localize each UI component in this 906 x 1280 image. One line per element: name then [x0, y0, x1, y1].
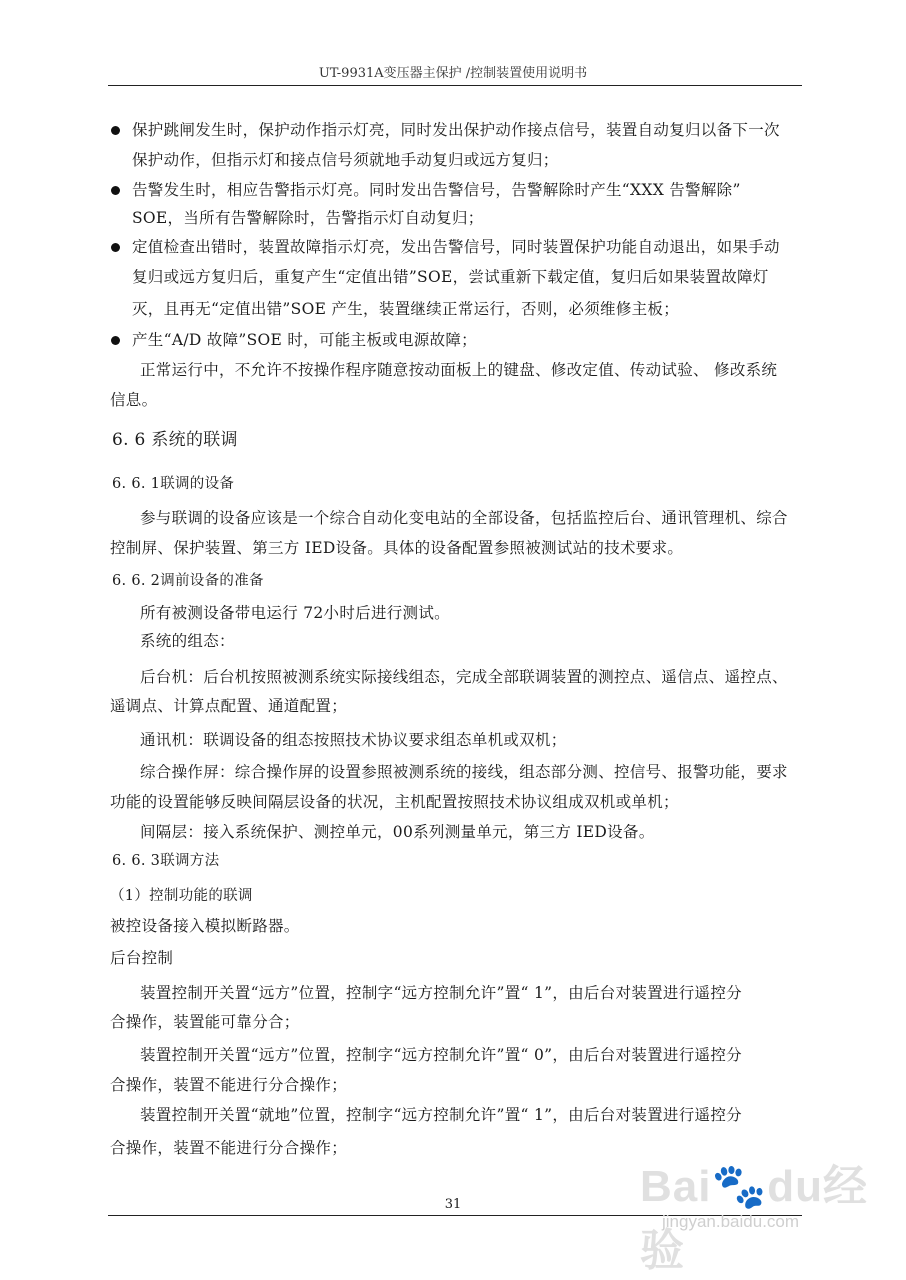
- paragraph-662b: 系统的组态：: [140, 632, 235, 650]
- paragraph-661-line-1: 参与联调的设备应该是一个综合自动化变电站的全部设备，包括监控后台、通讯管理机、综合: [140, 509, 788, 527]
- bullet-1-line-2: 保护动作，但指示灯和接点信号须就地手动复归或远方复归；: [132, 151, 559, 169]
- paragraph-663c-line-2: 合操作，装置能可靠分合；: [110, 1013, 300, 1031]
- paragraph-663e-line-2: 合操作，装置不能进行分合操作；: [110, 1139, 348, 1157]
- watermark-logo: Bai🐾du经验: [640, 1162, 869, 1275]
- warning-line-1: 正常运行中，不允许不按操作程序随意按动面板上的键盘、修改定值、传动试验、 修改系统: [140, 361, 778, 379]
- paragraph-663d-line-1: 装置控制开关置“远方”位置，控制字“远方控制允许”置“ 0”，由后台对装置进行遥控分: [140, 1046, 742, 1064]
- section-heading-6-6-1: 6. 6. 1联调的设备: [112, 476, 235, 492]
- header-rule: [108, 85, 802, 86]
- paragraph-663b: 后台控制: [110, 949, 174, 967]
- paragraph-663e-line-1: 装置控制开关置“就地”位置，控制字“远方控制允许”置“ 1”，由后台对装置进行遥控分: [140, 1106, 742, 1124]
- running-header: UT-9931A变压器主保护 /控制装置使用说明书: [318, 66, 588, 81]
- bullet-3-line-3: 灭，且再无“定值出错”SOE 产生，装置继续正常运行，否则，必须维修主板；: [132, 300, 680, 318]
- paragraph-663d-line-2: 合操作，装置不能进行分合操作；: [110, 1076, 348, 1094]
- bullet-4-line-1: 产生“A/D 故障”SOE 时，可能主板或电源故障；: [132, 331, 477, 349]
- paragraph-662d: 通讯机：联调设备的组态按照技术协议要求组态单机或双机；: [140, 731, 567, 749]
- paragraph-662c-line-1: 后台机：后台机按照被测系统实际接线组态，完成全部联调装置的测控点、遥信点、遥控点、: [140, 668, 788, 686]
- paragraph-663a: 被控设备接入模拟断路器。: [110, 917, 300, 935]
- section-heading-6-6: 6. 6 系统的联调: [112, 430, 238, 450]
- bullet-2-line-2: SOE，当所有告警解除时，告警指示灯自动复归；: [132, 209, 484, 227]
- warning-line-2: 信息。: [110, 391, 158, 409]
- paragraph-662e-line-1: 综合操作屏：综合操作屏的设置参照被测系统的接线，组态部分测、控信号、报警功能，要求: [140, 763, 788, 781]
- paragraph-663c-line-1: 装置控制开关置“远方”位置，控制字“远方控制允许”置“ 1”，由后台对装置进行遥控分: [140, 984, 742, 1002]
- paragraph-662e-line-2: 功能的设置能够反映间隔层设备的状况，主机配置按照技术协议组成双机或单机；: [110, 793, 679, 811]
- bullet-1-line-1: 保护跳闸发生时，保护动作指示灯亮，同时发出保护动作接点信号，装置自动复归以备下一次: [132, 121, 780, 139]
- bullet-2-line-1: 告警发生时，相应告警指示灯亮。同时发出告警信号，告警解除时产生“XXX 告警解除”: [132, 181, 741, 199]
- watermark-url: jingyan.baidu.com: [662, 1212, 800, 1231]
- paragraph-662c-line-2: 遥调点、计算点配置、通道配置；: [110, 697, 348, 715]
- paragraph-662a: 所有被测设备带电运行 72小时后进行测试。: [140, 604, 450, 622]
- bullet-icon: [111, 186, 120, 195]
- section-heading-6-6-2: 6. 6. 2调前设备的准备: [112, 573, 264, 589]
- bullet-3-line-2: 复归或远方复归后，重复产生“定值出错”SOE，尝试重新下载定值，复归后如果装置故障灯: [132, 268, 769, 286]
- baidu-watermark: [640, 1150, 880, 1275]
- bullet-icon: [111, 336, 120, 345]
- paragraph-662f: 间隔层：接入系统保护、测控单元，00系列测量单元，第三方 IED设备。: [140, 823, 655, 841]
- bullet-3-line-1: 定值检查出错时，装置故障指示灯亮，发出告警信号，同时装置保护功能自动退出，如果手动: [132, 238, 780, 256]
- bullet-icon: [111, 126, 120, 135]
- bullet-icon: [111, 243, 120, 252]
- item-1-heading: （1）控制功能的联调: [110, 888, 253, 904]
- paragraph-661-line-2: 控制屏、保护装置、第三方 IED设备。具体的设备配置参照被测试站的技术要求。: [110, 539, 684, 557]
- section-heading-6-6-3: 6. 6. 3联调方法: [112, 853, 220, 869]
- page-number: 31: [444, 1197, 462, 1212]
